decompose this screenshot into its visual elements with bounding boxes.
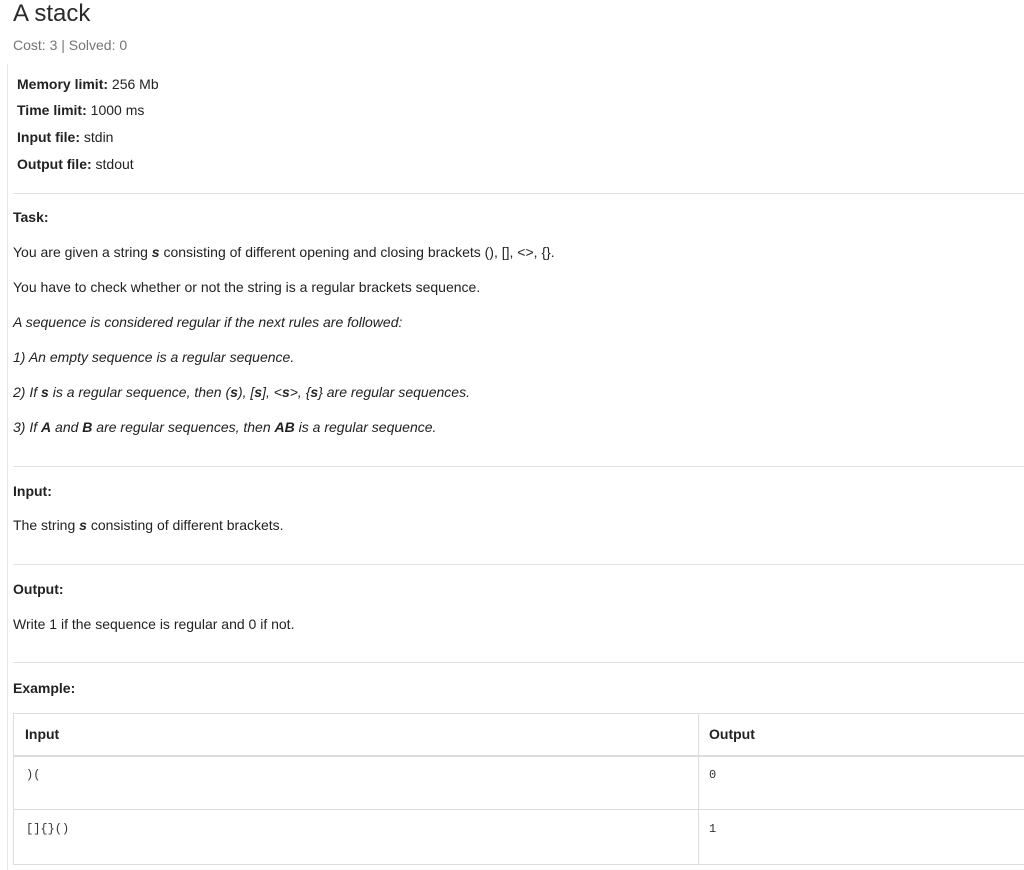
time-limit-label: Time limit: [17,102,87,118]
output-file-value: stdout [91,156,134,172]
text: } are regular sequences. [318,384,470,400]
var-a: A [41,419,52,435]
text: and [51,419,83,435]
example-1-input[interactable]: )( [26,768,41,782]
input-description [13,517,284,533]
example-2-input[interactable]: []{}() [26,822,70,836]
column-header-input: Input [25,726,60,742]
task-heading: Task: [13,209,49,225]
output-description: Write 1 if the sequence is regular and 0 if not. [13,616,295,632]
var-s: s [41,384,49,400]
examples-table [13,713,1024,865]
memory-limit-value: 256 Mb [108,76,159,92]
header-separator [14,755,1024,757]
var-s: s [310,384,319,400]
var-s: s [254,384,263,400]
text: >, { [289,384,311,400]
rule-1: 1) An empty sequence is a regular sequence. [13,349,295,365]
example-2-output[interactable]: 1 [709,822,717,836]
text: are regular sequences, then [92,419,275,435]
column-header-output: Output [709,726,755,742]
problem-meta: Cost: 3 | Solved: 0 [13,37,128,53]
var-s: s [230,384,238,400]
left-border [7,64,8,870]
text: is a regular sequence. [294,419,437,435]
divider [13,193,1024,194]
output-heading: Output: [13,581,64,597]
memory-limit-label: Memory limit: [17,76,109,92]
text: ), [ [237,384,255,400]
rule-2 [13,384,470,400]
page-title: A stack [13,0,91,27]
input-file-value: stdin [80,129,114,145]
divider [13,564,1024,565]
row-separator [14,809,1024,810]
rule-3 [13,419,436,435]
example-1-output[interactable]: 0 [709,768,717,782]
time-limit [17,102,144,118]
text: The string [13,517,80,533]
output-file-label: Output file: [17,156,92,172]
text: You are given a string [13,244,152,260]
var-s: s [151,244,160,260]
task-paragraph-3: A sequence is considered regular if the next rules are followed: [13,314,403,330]
text: 2) If [13,384,42,400]
var-ab: AB [274,419,295,435]
text: 3) If [13,419,42,435]
example-heading: Example: [13,680,76,696]
text: ], < [262,384,282,400]
memory-limit [17,76,159,92]
task-paragraph-2: You have to check whether or not the string is a regular brackets sequence. [13,279,481,295]
var-b: B [82,419,93,435]
text: is a regular sequence, then ( [48,384,231,400]
column-separator [698,714,699,864]
time-limit-value: 1000 ms [86,102,145,118]
output-file [17,156,134,172]
var-s: s [281,384,290,400]
divider [13,662,1024,663]
input-file [17,129,113,145]
var-s: s [79,517,87,533]
divider [13,466,1024,467]
text: consisting of different opening and closing brackets (), [], <>, {}. [159,244,555,260]
text: consisting of different brackets. [86,517,284,533]
input-file-label: Input file: [17,129,80,145]
input-heading: Input: [13,483,52,499]
task-paragraph-1 [13,244,555,260]
